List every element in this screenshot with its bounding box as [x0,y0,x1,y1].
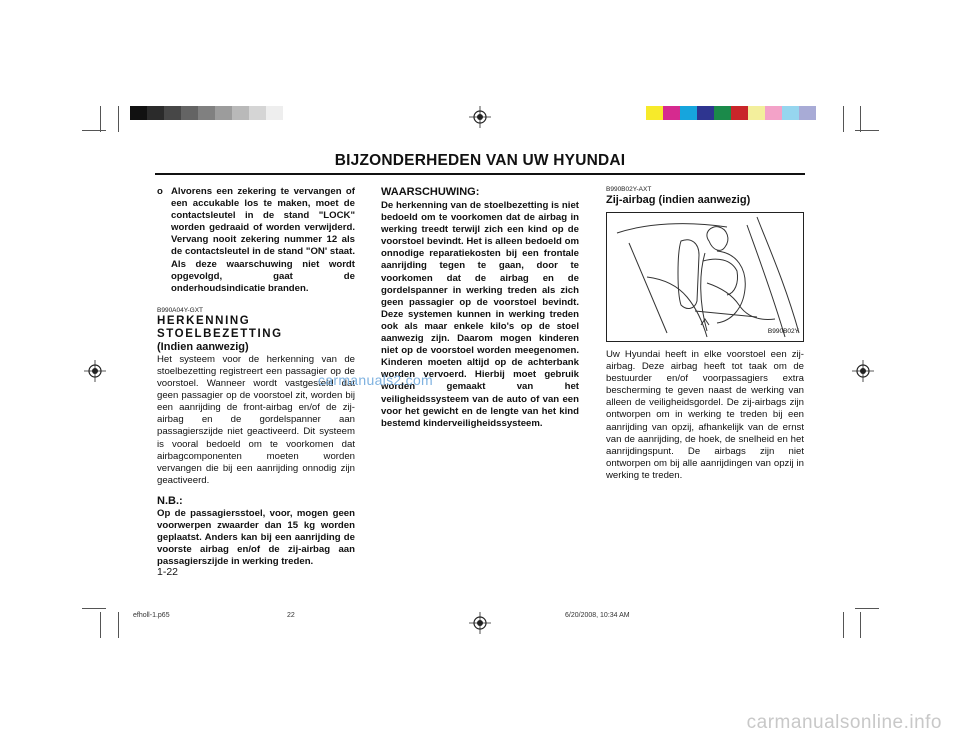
color-swatch [663,106,680,120]
footer-date: 6/20/2008, 10:34 AM [565,612,630,619]
color-swatch [164,106,181,120]
color-swatch [646,106,663,120]
color-swatch [266,106,283,120]
bullet-item [157,186,355,295]
crop-mark [843,106,844,132]
crop-mark [100,612,101,638]
color-swatch [147,106,164,120]
crop-mark [100,106,101,132]
section-body: Het systeem voor de herkenning van de stoelbezetting registreert een passagier op de voorstoel. Wanneer wordt vastgesteld dat geen passagier op de voorstoel zit, worden bij een aanrijding de front-airbag en/of de zij-airbag en de gordelspanner aan passagierszijde niet geactiveerd. Dit systeem is vooral bedoeld om te voorkomen dat airbagcomponenten moeten worden vervangen die bij een aanrijding onnodig zijn geactiveerd. [157,353,355,486]
figure-label: B990B02Y [767,327,799,335]
color-swatch [130,106,147,120]
section-code: B990B02Y-AXT [606,186,652,193]
note-title: N.B.: [157,494,183,507]
color-swatch [731,106,748,120]
color-swatch [782,106,799,120]
color-swatch [799,106,816,120]
crop-mark [118,612,119,638]
crop-mark [860,106,861,132]
section-subheading: (Indien aanwezig) [157,340,249,353]
color-swatch [249,106,266,120]
watermark: carmanuals2.com [318,372,433,388]
crop-mark [860,612,861,638]
section-body: Uw Hyundai heeft in elke voorstoel een zij-airbag. Deze airbag heeft tot taak om de bestuurder en/of voorpassagiers extra bescherming te geven naast de werking van alleen de veiligheidsgordel. De zij-airbags zijn ontworpen om in werking te treden bij een aanrijding van opzij, afhankelijk van de ernst van de aanrijding, de hoek, de snelheid en het aanrijdingspunt. De airbags zijn niet ontworpen om bij alle aanrijdingen van opzij in werking te treden. [606,349,804,481]
side-airbag-drawing-icon [607,213,804,341]
color-swatch [714,106,731,120]
color-swatch [215,106,232,120]
bullet-mark: o [157,186,163,197]
color-swatch [765,106,782,120]
page-title: BIJZONDERHEDEN VAN UW HYUNDAI [334,152,626,169]
registration-mark-icon [469,612,491,634]
footer-page: 22 [287,612,295,619]
column-middle [381,186,579,430]
note-text: Op de passagiersstoel, voor, mogen geen voorwerpen zwaarder dan 15 kg worden geplaatst. Anders kan bij een aanrijding de voorste airbag en/of de zij-airbag aan passagierszijde in werking treden. [157,507,355,568]
crop-mark [855,608,879,609]
section-heading: HERKENNING STOELBEZETTING [157,314,283,340]
header-rule [155,173,805,175]
crop-mark [855,130,879,131]
warning-text: De herkenning van de stoelbezetting is niet bedoeld om te voorkomen dat de airbag in werking treedt terwijl zich een kind op de voorstoel bevindt. Het is alleen bedoeld om onnodige reparatiekosten bij een frontale aanrijding tegen te gaan, door te voorkomen dat de airbag en de gordelspanner in werking treden als zich geen passagier op de voorstoel bevindt. Deze systemen kunnen in werking treden ook als maar enkele kilo's op de stoel aanwezig zijn. Daarom mogen kinderen niet op de voorstoel worden meegenomen. Kinderen moeten altijd op de achterbank worden vervoerd. Hierbij moet gebruik worden gemaakt van het veiligheidssysteem van de auto of van een voor het gewicht en de lengte van het kind bestemd kinderveiligheidssysteem. [381,200,579,429]
registration-mark-icon [84,360,106,382]
color-swatch [680,106,697,120]
bullet-text: Alvorens een zekering te vervangen of een accukable los te maken, moet de contactsleutel in de stand "LOCK" worden gedraaid of worden verwijderd. Vervang nooit zekering nummer 12 als de contactsleutel in de stand "ON' staat. Als deze waarschuwing niet wordt opgevolgd, gaat de onderhoudsindicatie branden. [171,186,355,294]
bottom-watermark: carmanualsonline.info [746,712,942,733]
crop-mark [118,106,119,132]
color-bar [646,106,816,120]
crop-mark [82,608,106,609]
color-swatch [697,106,714,120]
warning-title: WAARSCHUWING: [381,186,480,198]
section-heading: Zij-airbag (indien aanwezig) [606,194,751,206]
grayscale-bar [130,106,283,120]
color-swatch [198,106,215,120]
column-right [606,186,804,482]
page-number: 1-22 [157,566,179,578]
crop-mark [843,612,844,638]
color-swatch [232,106,249,120]
side-airbag-illustration [606,212,804,342]
footer-file: efholl-1.p65 [133,612,170,619]
color-swatch [181,106,198,120]
crop-mark [82,130,106,131]
color-swatch [748,106,765,120]
registration-mark-icon [852,360,874,382]
registration-mark-icon [469,106,491,128]
section-code: B990A04Y-GXT [157,306,204,314]
